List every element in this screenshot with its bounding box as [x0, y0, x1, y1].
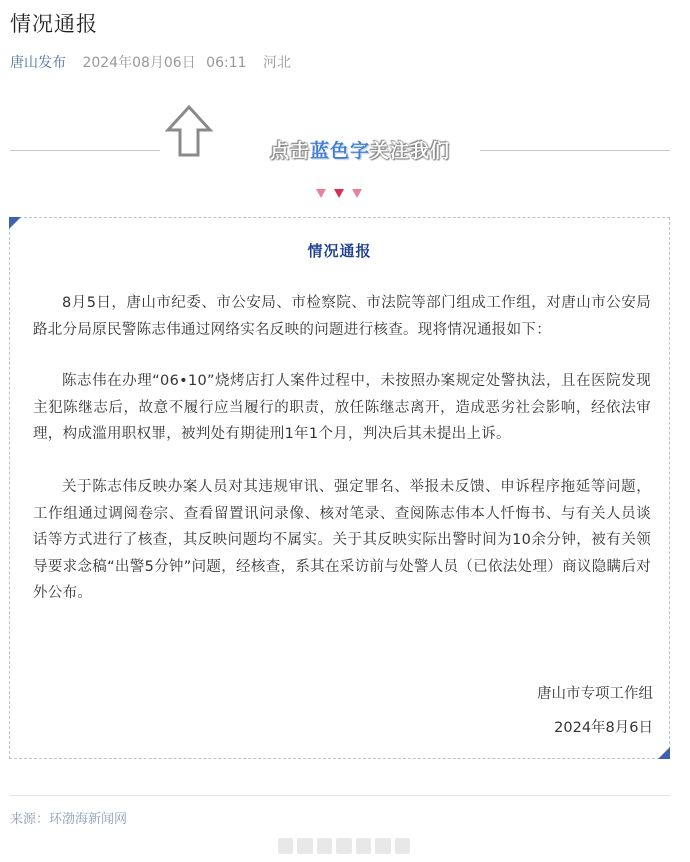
follow-us-banner[interactable] [270, 136, 450, 163]
placeholder-block [317, 838, 332, 854]
footer-source: 来源：环渤海新闻网 [10, 812, 128, 827]
notice-box [9, 217, 670, 759]
corner-decoration-icon [9, 217, 21, 229]
banner-divider-right [480, 150, 670, 151]
placeholder-block [297, 838, 312, 854]
signature-date: 2024年8月6日 [554, 720, 653, 736]
follow-suffix: 关注我们 [370, 140, 451, 162]
page-title: 情况通报 [10, 12, 98, 36]
source-link[interactable]: 唐山发布 [10, 55, 66, 71]
placeholder-block [356, 838, 371, 854]
up-arrow-icon [164, 104, 214, 158]
publish-time: 06:11 [206, 55, 247, 71]
banner-divider-left [10, 150, 160, 151]
corner-decoration-icon [658, 747, 670, 759]
publish-date: 2024年08月06日 [82, 55, 196, 71]
notice-paragraph: 8月5日，唐山市纪委、市公安局、市检察院、市法院等部门组成工作组，对唐山市公安局路北分局原民警陈志伟通过网络实名反映的问题进行核查。现将情况通报如下： [33, 295, 651, 338]
placeholder-block [375, 838, 390, 854]
publish-location: 河北 [262, 55, 291, 71]
placeholder-block [278, 838, 293, 854]
bottom-placeholder-bar [278, 838, 410, 854]
decorative-triangles-icon [316, 188, 362, 200]
placeholder-block [336, 838, 351, 854]
article-meta [10, 52, 291, 72]
footer-divider [10, 795, 670, 796]
follow-highlight: 蓝色字 [310, 140, 371, 162]
notice-paragraph: 陈志伟在办理“06•10”烧烤店打人案件过程中，未按照办案规定处警执法，且在医院发现主犯陈继志后，故意不履行应当履行的职责，放任陈继志离开，造成恶劣社会影响，经依法审理，构成滥用职权罪，被判处有期徒刑1年1个月，判决后其未提出上诉。 [33, 373, 651, 442]
follow-prefix: 点击 [270, 140, 311, 162]
signature-organization: 唐山市专项工作组 [537, 686, 653, 702]
placeholder-block [395, 838, 410, 854]
notice-paragraph: 关于陈志伟反映办案人员对其违规审讯、强定罪名、举报未反馈、申诉程序拖延等问题，工作组通过调阅卷宗、查看留置讯问录像、核对笔录、查阅陈志伟本人忏悔书、与有关人员谈话等方式进行了核查，其反映问题均不属实。关于其反映实际出警时间为10余分钟，被有关领导要求念稿“出警5分钟”问题，经核查，系其在采访前与处警人员（已依法处理）商议隐瞒后对外公布。 [33, 479, 651, 601]
notice-heading: 情况通报 [307, 242, 372, 260]
